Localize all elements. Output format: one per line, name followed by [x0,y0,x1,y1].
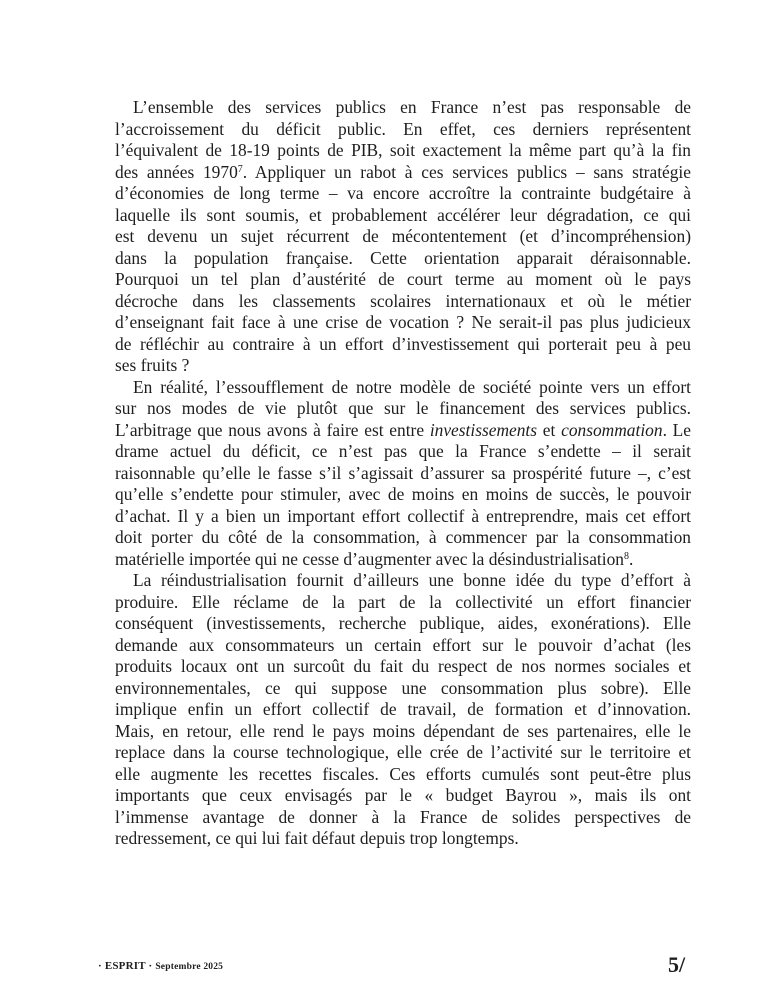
text-segment: La réindustrialisation fournit d’ailleurs une bonne idée du type d’effort à [133,570,691,590]
text-line [115,162,691,184]
text-segment: produire. Elle réclame de la part de la collectivité un effort financier [115,591,691,612]
text-line [115,570,691,592]
text-line [115,635,691,657]
text-line [115,420,691,442]
text-segment: matérielle importée qui ne cesse d’augmenter avec la désindustrialisation [115,548,624,569]
text-segment: En réalité, l’essoufflement de notre modèle de société pointe vers un effort [133,376,691,397]
text-line [115,334,691,356]
text-line [115,355,691,377]
text-segment: ses fruits ? [115,355,190,375]
footnote-ref: 8 [623,550,629,562]
text-line [115,441,691,463]
text-segment: importants que ceux envisagés par le « budget Bayrou », mais ils ont [115,785,691,805]
text-line [115,248,691,270]
text-line [115,613,691,635]
text-line [115,549,691,571]
text-line [115,398,691,420]
text-line [115,506,691,528]
text-segment: d’achat. Il y a bien un important effort collectif à entreprendre, mais cet effort [115,505,691,526]
text-line [115,527,691,549]
text-line [115,828,691,850]
text-segment: replace dans la course technologique, elle crée de l’activité sur le territoire et [115,742,691,762]
text-segment: sur nos modes de vie plutôt que sur le financement des services publics. [115,398,691,418]
text-line [115,183,691,205]
text-line [115,764,691,786]
text-segment: environnementales, ce qui suppose une consommation plus sobre). Elle [115,677,691,698]
footnote-ref: 7 [237,163,243,175]
issue-date: Septembre 2025 [155,962,224,972]
text-segment: et [537,419,562,440]
text-segment: l’accroissement du déficit public. En effet, ces derniers représentent [115,118,691,139]
text-segment: L’arbitrage que nous avons à faire est entre [115,419,430,440]
text-segment: Pourquoi un tel plan d’austérité de court terme au moment où le pays [115,269,691,289]
emphasis-text: consommation [561,419,663,440]
text-segment: conséquent (investissements, recherche publique, aides, exonérations). Elle [115,613,691,633]
text-segment: d’enseignant fait face à une crise de vocation ? Ne serait-il pas plus judicieux [115,312,691,332]
text-segment: décroche dans les classements scolaires internationaux et où le métier [115,290,691,311]
text-segment: produits locaux ont un surcoût du fait du respect de nos normes sociales et [115,656,691,676]
text-line [115,656,691,678]
text-segment: elle augmente les recettes fiscales. Ces efforts cumulés sont peut-être plus [115,763,691,784]
text-line [115,721,691,743]
text-line [115,807,691,829]
text-segment: . Appliquer un rabot à ces services publics – sans stratégie [242,161,691,182]
journal-name: · ESPRIT · [98,960,153,972]
text-segment: implique enfin un effort collectif de travail, de formation et d’innovation. [115,699,691,719]
text-line [115,377,691,399]
article-body [115,97,691,850]
text-line [115,785,691,807]
text-line [115,742,691,764]
text-line [115,269,691,291]
text-line [115,463,691,485]
text-line [115,678,691,700]
text-segment: doit porter du côté de la consommation, à commencer par la consommation [115,527,691,547]
text-segment: qu’elle s’endette pour stimuler, avec de moins en moins de succès, le pouvoir [115,484,691,504]
text-line [115,140,691,162]
text-segment: dans la population française. Cette orientation apparait déraisonnable. [115,247,691,268]
text-line [115,484,691,506]
text-segment: raisonnable qu’elle le fasse s’il s’agissait d’assurer sa prospérité future –, c’est [115,462,691,483]
text-line [115,205,691,227]
text-line [115,226,691,248]
text-line [115,119,691,141]
text-line [115,97,691,119]
text-line [115,592,691,614]
text-segment: d’économies de long terme – va encore accroître la contrainte budgétaire à [115,183,691,203]
text-line [115,291,691,313]
text-segment: l’immense avantage de donner à la France de solides perspectives de [115,806,691,827]
emphasis-text: investissements [429,419,538,440]
text-segment: Mais, en retour, elle rend le pays moins dépendant de ses partenaires, elle le [115,720,691,741]
footer-journal-info [98,960,223,972]
text-segment: laquelle ils sont soumis, et probablement accélérer leur dégradation, ce qui [115,204,691,225]
page-number: 5/ [668,952,686,977]
text-line [115,699,691,721]
text-segment: drame actuel du déficit, ce n’est pas que la France s’endette – il serait [115,441,691,461]
text-segment: . [628,548,634,569]
text-segment: est devenu un sujet récurrent de mécontentement (et d’incompréhension) [115,226,691,246]
text-segment: L’ensemble des services publics en France n’est pas responsable de [133,97,691,117]
text-segment: demande aux consommateurs un certain effort sur le pouvoir d’achat (les [115,634,691,655]
text-segment: de réfléchir au contraire à un effort d’investissement qui porterait peu à peu [115,333,691,354]
text-segment: redressement, ce qui lui fait défaut depuis trop longtemps. [115,828,519,848]
text-segment: l’équivalent de 18-19 points de PIB, soit exactement la même part qu’à la fin [115,140,691,160]
text-line [115,312,691,334]
text-segment: . Le [662,419,691,440]
text-segment: des années 1970 [115,161,238,182]
